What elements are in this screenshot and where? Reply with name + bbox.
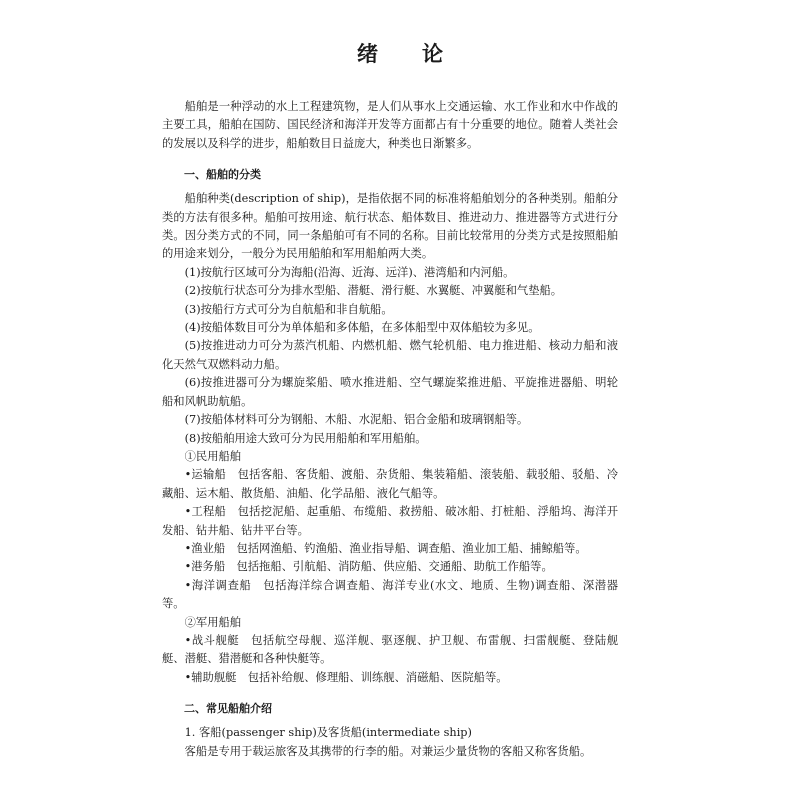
- military-ship-item: •辅助舰艇 包括补给舰、修理船、训练舰、消磁船、医院船等。: [184, 670, 508, 684]
- classification-item: (5)按推进动力可分为蒸汽机船、内燃机船、燃气轮机船、电力推进船、核动力船和液化天然气双燃料动力船。: [162, 339, 618, 371]
- body-content: [162, 98, 618, 761]
- classification-item: (6)按推进器可分为螺旋桨船、喷水推进船、空气螺旋桨推进船、平旋推进器船、明轮船和风帆助航船。: [162, 376, 618, 408]
- section-heading-classification: 一、船舶的分类: [184, 168, 261, 182]
- civil-ship-item: •工程船 包括挖泥船、起重船、布缆船、救捞船、破冰船、打桩船、浮船坞、海洋开发船、钻井船、钻井平台等。: [162, 505, 618, 537]
- intro-paragraph: 船舶是一种浮动的水上工程建筑物，是人们从事水上交通运输、水工作业和水中作战的主要工具，船舶在国防、国民经济和海洋开发等方面都占有十分重要的地位。随着人类社会的发展以及科学的进步，船舶数目日益庞大，种类也日渐繁多。: [162, 100, 618, 150]
- classification-item: (4)按船体数目可分为单体船和多体船，在多体船型中双体船较为多见。: [184, 321, 540, 335]
- civil-ship-item: •港务船 包括拖船、引航船、消防船、供应船、交通船、助航工作船等。: [184, 560, 553, 574]
- classification-item: (2)按航行状态可分为排水型船、潜艇、滑行艇、水翼艇、冲翼艇和气垫船。: [184, 284, 563, 298]
- classification-item: (8)按船舶用途大致可分为民用船舶和军用船舶。: [184, 431, 427, 445]
- subsection-heading-passenger-ship: 1. 客船(passenger ship)及客货船(intermediate ship): [184, 726, 472, 740]
- classification-item: (3)按船行方式可分为自航船和非自航船。: [184, 302, 393, 316]
- civil-ships-heading: ①民用船舶: [184, 449, 242, 463]
- classification-item: (7)按船体材料可分为钢船、木船、水泥船、铝合金船和玻璃钢船等。: [184, 413, 529, 427]
- civil-ship-item: •渔业船 包括网渔船、钓渔船、渔业指导船、调查船、渔业加工船、捕鲸船等。: [184, 541, 587, 555]
- civil-ship-item: •海洋调查船 包括海洋综合调查船、海洋专业(水文、地质、生物)调查船、深潜器等。: [162, 578, 618, 611]
- classification-item: (1)按航行区域可分为海船(沿海、近海、远洋)、港湾船和内河船。: [184, 265, 515, 279]
- military-ships-heading: ②军用船舶: [184, 615, 242, 629]
- civil-ship-item: •运输船 包括客船、客货船、渡船、杂货船、集装箱船、滚装船、载驳船、驳船、冷藏船、运木船、散货船、油船、化学品船、液化气船等。: [162, 468, 618, 500]
- section-heading-common-ships: 二、常见船舶介绍: [184, 702, 272, 716]
- page-title: 绪论: [357, 42, 487, 66]
- military-ship-item: •战斗舰艇 包括航空母舰、巡洋舰、驱逐舰、护卫舰、布雷舰、扫雷舰艇、登陆舰艇、潜艇、猎潜艇和各种快艇等。: [162, 633, 618, 666]
- classification-lead: 船舶种类(description of ship)，是指依据不同的标准将船舶划分的各种类别。船舶分类的方法有很多种。船舶可按用途、航行状态、船体数目、推进动力、推进器等方式进行分类。因分类方式的不同，同一条船舶可有不同的名称。目前比较常用的分类方式是按照船舶的用途来划分，一般分为民用船舶和军用船舶两大类。: [162, 192, 618, 261]
- passenger-ship-paragraph: 客船是专用于载运旅客及其携带的行李的船。对兼运少量货物的客船又称客货船。: [184, 744, 592, 758]
